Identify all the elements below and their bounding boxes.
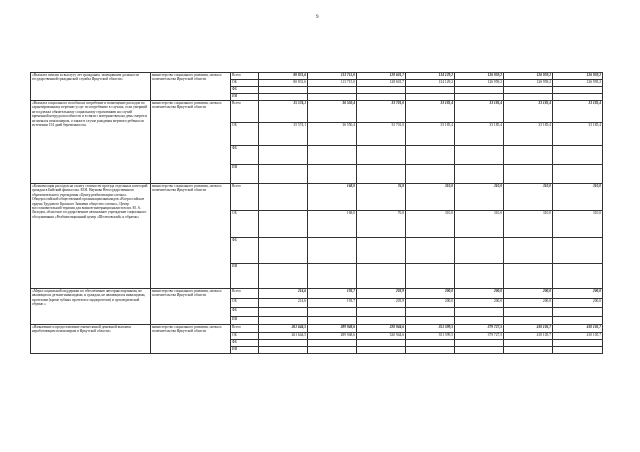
regional-budget-value: 168,0 bbox=[308, 211, 357, 238]
total-value: 126 959,2 bbox=[553, 73, 603, 80]
total-value: 33 185,4 bbox=[455, 101, 504, 123]
regional-budget-value: 33 701,0 bbox=[357, 123, 406, 146]
empty-cell bbox=[308, 340, 357, 347]
empty-cell bbox=[259, 165, 308, 184]
funding-source-label: ОБ bbox=[231, 299, 259, 308]
total-value: 310,0 bbox=[406, 184, 455, 211]
total-value: 351 599,5 bbox=[406, 325, 455, 333]
page-number: 9 bbox=[316, 15, 319, 20]
empty-cell bbox=[259, 308, 308, 317]
total-value: 128 601,7 bbox=[357, 73, 406, 80]
total-value: 310,0 bbox=[455, 184, 504, 211]
measure-description: «Назначение и предоставление ежемесячной денежной выплаты неработающим пенсионерам в Иркутской области» bbox=[31, 325, 151, 354]
empty-cell bbox=[455, 146, 504, 165]
table-row bbox=[31, 289, 603, 299]
empty-cell bbox=[504, 347, 553, 354]
empty-cell bbox=[553, 264, 603, 289]
empty-cell bbox=[455, 317, 504, 325]
empty-cell bbox=[455, 94, 504, 101]
empty-cell bbox=[259, 347, 308, 354]
empty-cell bbox=[504, 87, 553, 94]
total-value: 80 831,6 bbox=[259, 73, 308, 80]
funding-source-label: ИИ bbox=[231, 94, 259, 101]
regional-budget-value: 320 944,6 bbox=[357, 333, 406, 340]
table-row bbox=[31, 101, 603, 123]
empty-cell bbox=[406, 347, 455, 354]
regional-budget-value: 410 105,7 bbox=[504, 333, 553, 340]
empty-cell bbox=[504, 238, 553, 264]
empty-cell bbox=[259, 340, 308, 347]
total-value: 310,0 bbox=[553, 184, 603, 211]
empty-cell bbox=[259, 317, 308, 325]
regional-budget-value: 76,8 bbox=[357, 211, 406, 238]
empty-cell bbox=[357, 238, 406, 264]
regional-budget-value: 36 550,4 bbox=[308, 123, 357, 146]
empty-cell bbox=[406, 340, 455, 347]
regional-budget-value: 261 644,5 bbox=[259, 333, 308, 340]
regional-budget-value: 134 129,2 bbox=[406, 80, 455, 87]
empty-cell bbox=[357, 347, 406, 354]
empty-cell bbox=[259, 146, 308, 165]
regional-budget-value: 113 715,0 bbox=[308, 80, 357, 87]
regional-budget-value: 351 599,5 bbox=[406, 333, 455, 340]
empty-cell bbox=[308, 264, 357, 289]
regional-budget-value: 410 105,7 bbox=[553, 333, 603, 340]
total-value: 214,6 bbox=[259, 289, 308, 299]
empty-cell bbox=[504, 94, 553, 101]
empty-cell bbox=[455, 340, 504, 347]
measure-description: «Меры социальной поддержки по обеспечению автотранспортными, не являющихся детьми-инвалидами, и граждан, не являющихся инвалидами, протезами (кроме зубных протезов и эндопротезов) и ортопедической обувью » bbox=[31, 289, 151, 325]
regional-budget-value: 33 185,4 bbox=[455, 123, 504, 146]
empty-cell bbox=[504, 317, 553, 325]
funding-source-label: ОБ bbox=[231, 333, 259, 340]
total-value: 289 948,6 bbox=[308, 325, 357, 333]
total-value: 134 129,2 bbox=[406, 73, 455, 80]
total-value: 33 701,0 bbox=[357, 101, 406, 123]
total-value: 193,7 bbox=[308, 289, 357, 299]
funding-source-label: Всего bbox=[231, 325, 259, 333]
total-value: 33 185,4 bbox=[553, 101, 603, 123]
funding-source-label: ФБ bbox=[231, 146, 259, 165]
regional-budget-value: 33 185,4 bbox=[553, 123, 603, 146]
total-value: 410 105,7 bbox=[504, 325, 553, 333]
funding-source-label: Всего bbox=[231, 289, 259, 299]
funding-source-label: ИИ bbox=[231, 347, 259, 354]
total-value: 36 550,4 bbox=[308, 101, 357, 123]
funding-source-label: Всего bbox=[231, 101, 259, 123]
empty-cell bbox=[259, 264, 308, 289]
regional-budget-value: 126 959,2 bbox=[455, 80, 504, 87]
empty-cell bbox=[357, 87, 406, 94]
empty-cell bbox=[259, 238, 308, 264]
empty-cell bbox=[308, 317, 357, 325]
table-row bbox=[31, 73, 603, 80]
regional-budget-value: 203,9 bbox=[357, 299, 406, 308]
measure-description: «Выплата пенсии за выслугу лет гражданам, замещавшим должности государственной гражданской службы Иркутской области» bbox=[31, 73, 151, 101]
regional-budget-value: 126 959,2 bbox=[553, 80, 603, 87]
regional-budget-value: 33 185,4 bbox=[406, 123, 455, 146]
empty-cell bbox=[553, 308, 603, 317]
total-value: 203,9 bbox=[357, 289, 406, 299]
total-value bbox=[259, 184, 308, 211]
executor-name: министерство социального развития, опеки и попечительства Иркутской области bbox=[151, 325, 231, 354]
empty-cell bbox=[455, 238, 504, 264]
funding-source-label: ИИ bbox=[231, 264, 259, 289]
executor-name: министерство социального развития, опеки и попечительства Иркутской области bbox=[151, 289, 231, 325]
funding-source-label: ФБ bbox=[231, 308, 259, 317]
empty-cell bbox=[357, 165, 406, 184]
empty-cell bbox=[406, 264, 455, 289]
total-value: 310,0 bbox=[504, 184, 553, 211]
empty-cell bbox=[357, 264, 406, 289]
empty-cell bbox=[455, 308, 504, 317]
empty-cell bbox=[504, 264, 553, 289]
empty-cell bbox=[308, 238, 357, 264]
empty-cell bbox=[308, 165, 357, 184]
empty-cell bbox=[406, 308, 455, 317]
regional-budget-value: 379 727,5 bbox=[455, 333, 504, 340]
empty-cell bbox=[406, 87, 455, 94]
empty-cell bbox=[406, 238, 455, 264]
total-value: 35 574,1 bbox=[259, 101, 308, 123]
empty-cell bbox=[406, 94, 455, 101]
empty-cell bbox=[259, 94, 308, 101]
empty-cell bbox=[308, 94, 357, 101]
total-value: 33 185,4 bbox=[406, 101, 455, 123]
regional-budget-value: 33 185,4 bbox=[504, 123, 553, 146]
total-value: 168,0 bbox=[308, 184, 357, 211]
funding-source-label: ОБ bbox=[231, 211, 259, 238]
budget-table bbox=[30, 72, 603, 354]
total-value: 126 959,2 bbox=[455, 73, 504, 80]
total-value: 410 105,7 bbox=[553, 325, 603, 333]
funding-source-label: Всего bbox=[231, 73, 259, 80]
empty-cell bbox=[406, 165, 455, 184]
funding-source-label: ФБ bbox=[231, 238, 259, 264]
empty-cell bbox=[553, 317, 603, 325]
total-value: 200,0 bbox=[455, 289, 504, 299]
empty-cell bbox=[553, 87, 603, 94]
empty-cell bbox=[553, 165, 603, 184]
total-value: 200,0 bbox=[504, 289, 553, 299]
empty-cell bbox=[504, 165, 553, 184]
empty-cell bbox=[553, 238, 603, 264]
executor-name: министерство социального развития, опеки и попечительства Иркутской области bbox=[151, 184, 231, 289]
total-value: 76,8 bbox=[357, 184, 406, 211]
total-value: 200,0 bbox=[406, 289, 455, 299]
empty-cell bbox=[504, 308, 553, 317]
table-row bbox=[31, 184, 603, 211]
total-value: 113 715,0 bbox=[308, 73, 357, 80]
measure-description: «Выплата социального пособия на погребение и возмещение расходов по гарантированному перечню услуг по погребению в случаях, если умерший не подлежал обязательному социальному страхованию на случай временной нетрудоспособности и в связи с материнством на день смерти и не являлся пенсионером, а также в случае рождения мертвого ребенка по истечении 154 дней беременности» bbox=[31, 101, 151, 184]
empty-cell bbox=[553, 146, 603, 165]
total-value: 200,0 bbox=[553, 289, 603, 299]
funding-source-label: ИИ bbox=[231, 165, 259, 184]
regional-budget-value: 200,0 bbox=[504, 299, 553, 308]
regional-budget-value: 289 948,6 bbox=[308, 333, 357, 340]
empty-cell bbox=[308, 347, 357, 354]
empty-cell bbox=[308, 87, 357, 94]
funding-source-label: ОБ bbox=[231, 123, 259, 146]
empty-cell bbox=[357, 317, 406, 325]
total-value: 126 959,2 bbox=[504, 73, 553, 80]
regional-budget-value: 310,0 bbox=[455, 211, 504, 238]
funding-source-label: ФБ bbox=[231, 340, 259, 347]
empty-cell bbox=[455, 347, 504, 354]
regional-budget-value: 310,0 bbox=[504, 211, 553, 238]
empty-cell bbox=[553, 340, 603, 347]
funding-source-label: Всего bbox=[231, 184, 259, 211]
regional-budget-value: 200,0 bbox=[553, 299, 603, 308]
empty-cell bbox=[553, 94, 603, 101]
total-value: 33 185,4 bbox=[504, 101, 553, 123]
empty-cell bbox=[553, 347, 603, 354]
empty-cell bbox=[406, 146, 455, 165]
regional-budget-value: 310,0 bbox=[406, 211, 455, 238]
empty-cell bbox=[308, 308, 357, 317]
empty-cell bbox=[357, 146, 406, 165]
regional-budget-value: 80 831,6 bbox=[259, 80, 308, 87]
total-value: 261 644,5 bbox=[259, 325, 308, 333]
regional-budget-value bbox=[259, 211, 308, 238]
empty-cell bbox=[357, 308, 406, 317]
total-value: 320 944,6 bbox=[357, 325, 406, 333]
regional-budget-value: 214,6 bbox=[259, 299, 308, 308]
empty-cell bbox=[357, 94, 406, 101]
empty-cell bbox=[357, 340, 406, 347]
empty-cell bbox=[455, 264, 504, 289]
total-value: 379 727,5 bbox=[455, 325, 504, 333]
table-row bbox=[31, 325, 603, 333]
empty-cell bbox=[455, 165, 504, 184]
regional-budget-value: 200,0 bbox=[406, 299, 455, 308]
regional-budget-value: 310,0 bbox=[553, 211, 603, 238]
executor-name: министерство социального развития, опеки и попечительства Иркутской области bbox=[151, 73, 231, 101]
empty-cell bbox=[259, 87, 308, 94]
regional-budget-value: 35 574,1 bbox=[259, 123, 308, 146]
funding-source-label: ОБ bbox=[231, 80, 259, 87]
empty-cell bbox=[406, 317, 455, 325]
empty-cell bbox=[504, 340, 553, 347]
regional-budget-value: 128 601,7 bbox=[357, 80, 406, 87]
regional-budget-value: 193,7 bbox=[308, 299, 357, 308]
regional-budget-value: 200,0 bbox=[455, 299, 504, 308]
empty-cell bbox=[455, 87, 504, 94]
funding-source-label: ФБ bbox=[231, 87, 259, 94]
empty-cell bbox=[504, 146, 553, 165]
regional-budget-value: 126 959,2 bbox=[504, 80, 553, 87]
empty-cell bbox=[308, 146, 357, 165]
measure-description: «Компенсация расходов на оплату стоимости проезда отдельных категорий граждан в Бийский филиал им. М.Н. Наумова Негосударственного образовательного учреждения «Центр реабилитации слепых» Общероссийской общественной организации инвалидов «Всероссийское ордена Трудового Красного Знамени общество слепых», Центр восстановительной терапии для воинов-интернационалистов им. М. А. Лиходея, областное государственное автономное учреждение социального обслуживания «Реабилитационный центр «Шелеховский» и обратно» bbox=[31, 184, 151, 289]
funding-source-label: ИИ bbox=[231, 317, 259, 325]
executor-name: министерство социального развития, опеки и попечительства Иркутской области bbox=[151, 101, 231, 184]
